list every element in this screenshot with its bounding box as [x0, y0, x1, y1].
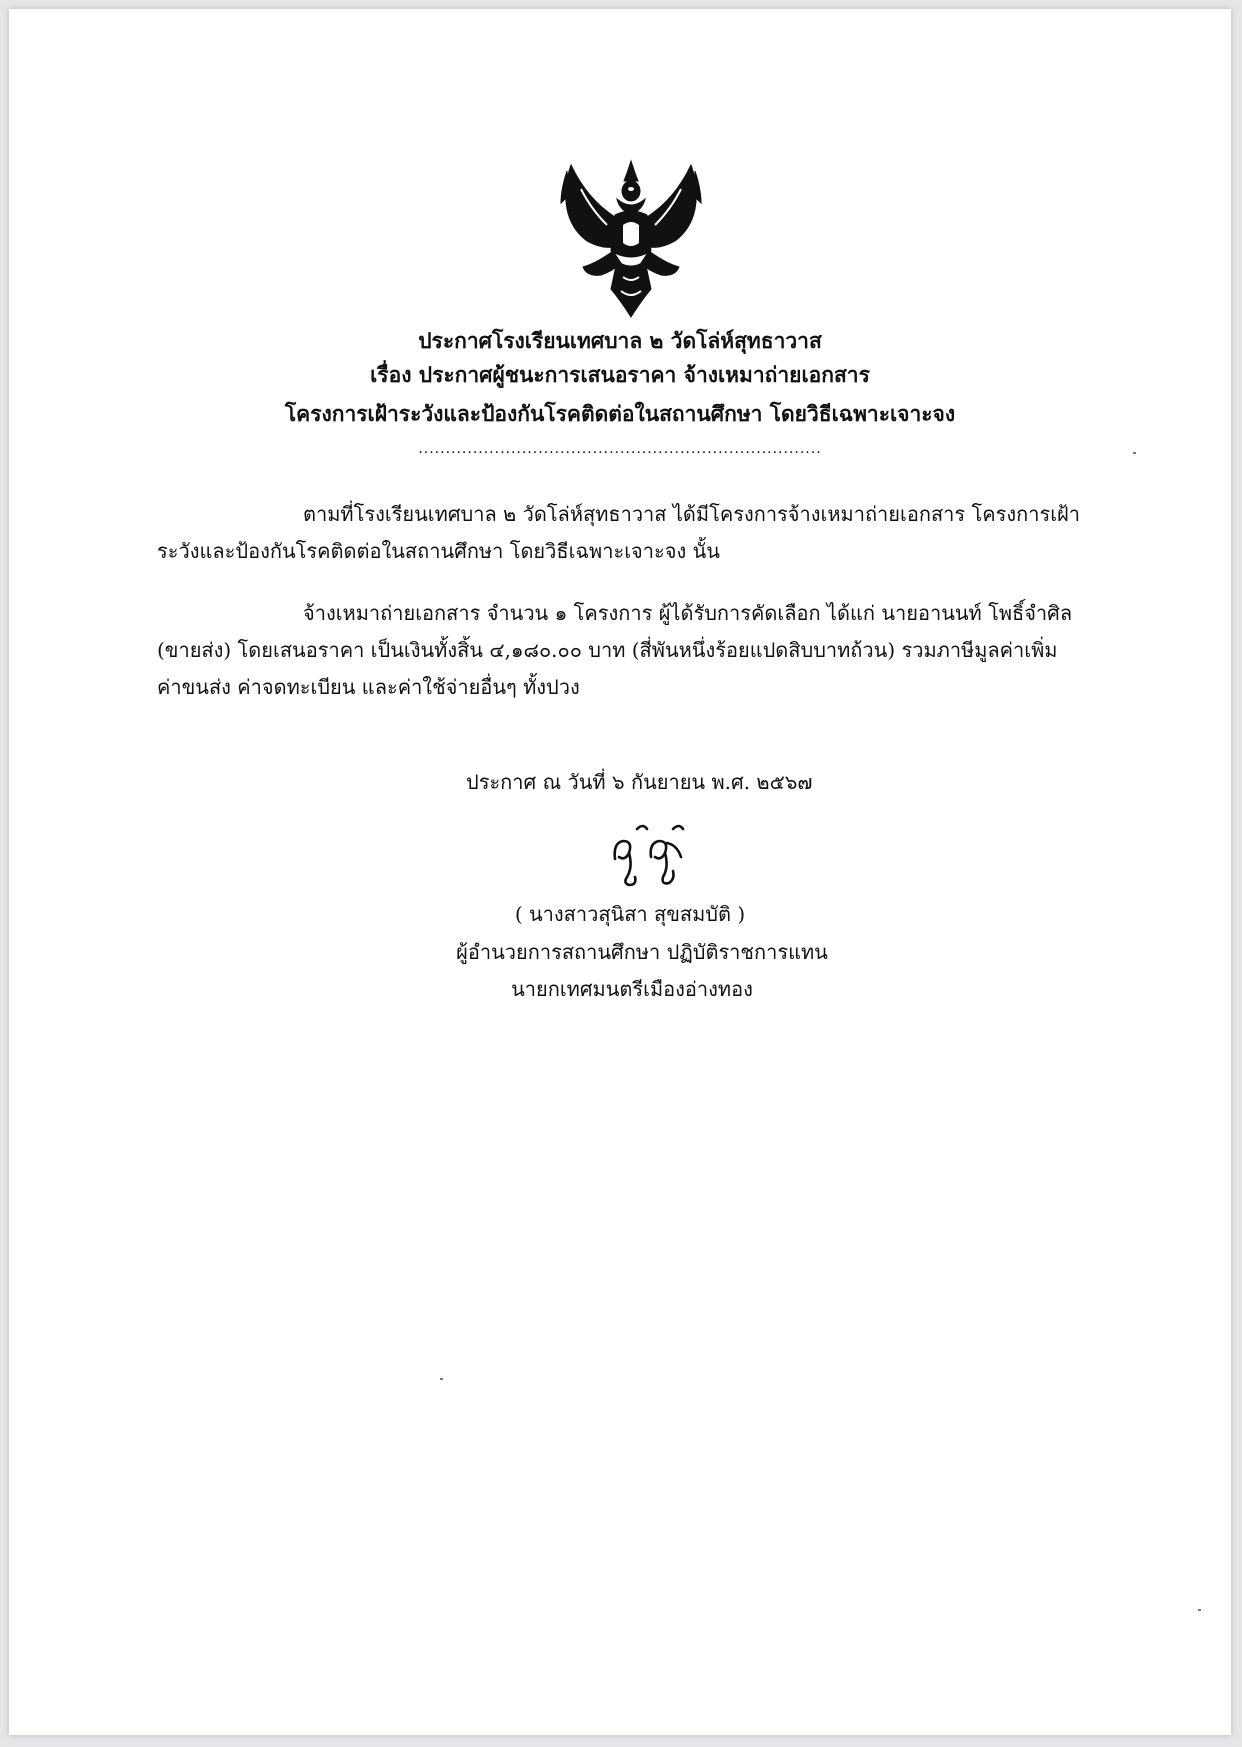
- project-title: โครงการเฝ้าระวังและป้องกันโรคติดต่อในสถานศึกษา โดยวิธีเฉพาะเจาะจง: [284, 401, 956, 426]
- paragraph-award: [157, 595, 1089, 706]
- signer-on-behalf: นายกเทศมนตรีเมืองอ่างทอง: [511, 977, 753, 1001]
- signer-position: ผู้อำนวยการสถานศึกษา ปฏิบัติราชการแทน: [456, 940, 828, 964]
- scan-speck: [1133, 452, 1136, 454]
- garuda-emblem-icon: [557, 159, 705, 319]
- paragraph-line: (ขายส่ง) โดยเสนอราคา เป็นเงินทั้งสิ้น ๔,๑๘๐.๐๐ บาท (สี่พันหนึ่งร้อยแปดสิบบาทถ้วน) รวมภาษีมูลค่าเพิ่ม: [157, 638, 1058, 662]
- paragraph-background: [157, 496, 1089, 570]
- announcement-date: ประกาศ ณ วันที่ ๖ กันยายน พ.ศ. ๒๕๖๗: [466, 770, 813, 794]
- paragraph-line: ระวังและป้องกันโรคติดต่อในสถานศึกษา โดยวิธีเฉพาะเจาะจง นั้น: [157, 539, 720, 563]
- scan-speck: [440, 1378, 443, 1380]
- announcement-subject: เรื่อง ประกาศผู้ชนะการเสนอราคา จ้างเหมาถ่ายเอกสาร: [370, 362, 870, 387]
- document-page: [9, 9, 1231, 1735]
- paragraph-line: ค่าขนส่ง ค่าจดทะเบียน และค่าใช้จ่ายอื่นๆ ทั้งปวง: [157, 675, 580, 699]
- announcement-title: ประกาศโรงเรียนเทศบาล ๒ วัดโล่ห์สุทธาวาส: [418, 328, 822, 353]
- handwritten-signature: [607, 821, 699, 893]
- scan-speck: [1198, 1609, 1201, 1611]
- separator-dots: ..........................................................................: [418, 441, 822, 457]
- signer-name: ( นางสาวสุนิสา สุขสมบัติ ): [514, 902, 746, 926]
- paragraph-line: ตามที่โรงเรียนเทศบาล ๒ วัดโล่ห์สุทธาวาส ได้มีโครงการจ้างเหมาถ่ายเอกสาร โครงการเฝ้า: [303, 502, 1080, 526]
- paragraph-line: จ้างเหมาถ่ายเอกสาร จำนวน ๑ โครงการ ผู้ได้รับการคัดเลือก ได้แก่ นายอานนท์ โพธิ์จำศิล: [303, 601, 1073, 625]
